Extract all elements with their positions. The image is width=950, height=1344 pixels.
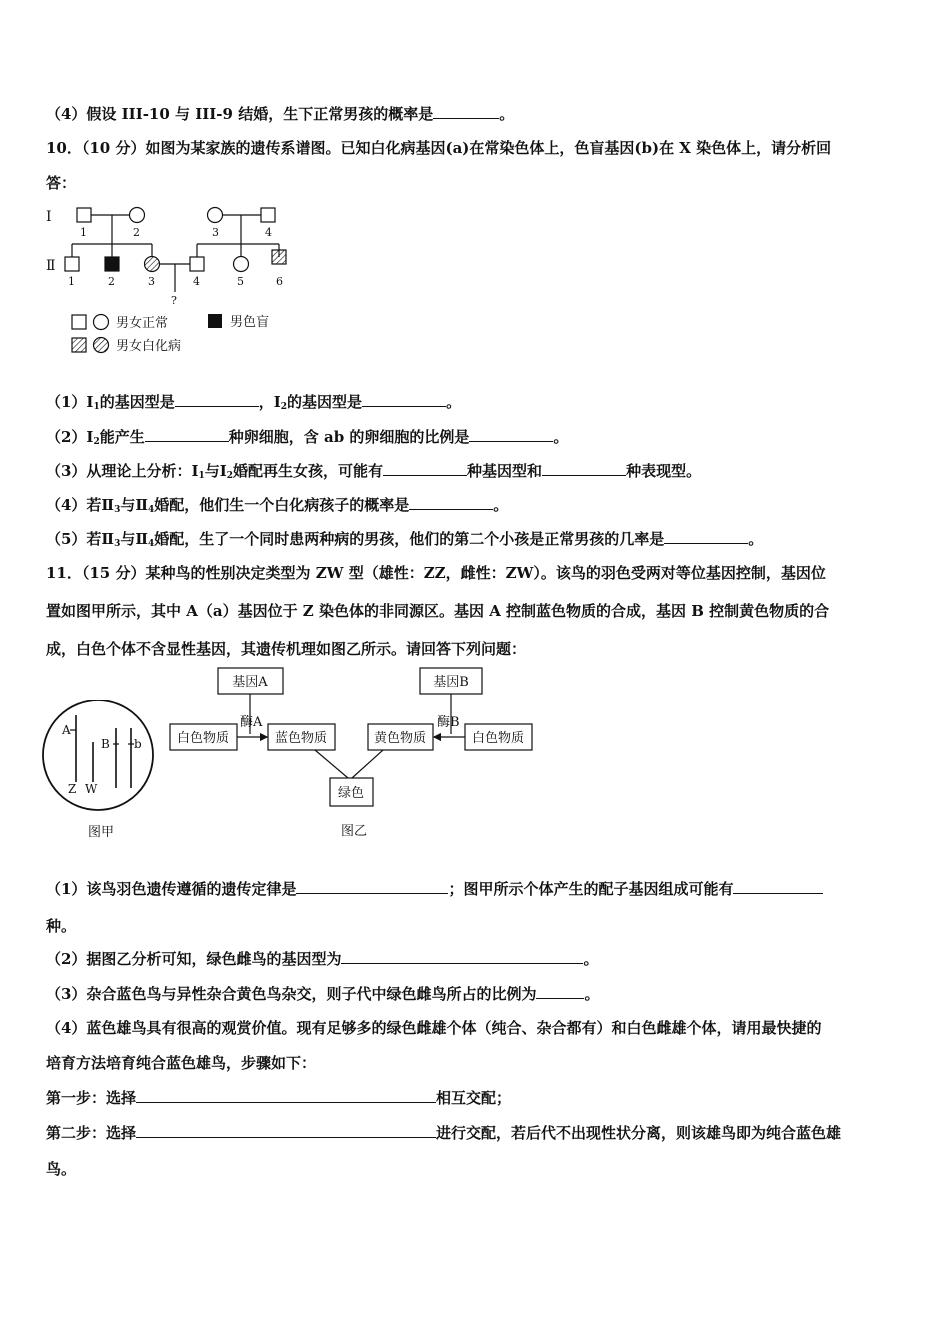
g2-num-1: 1: [68, 275, 75, 288]
unknown-child: ?: [171, 294, 177, 307]
male-normal-II1: [65, 257, 79, 271]
figure-jia-chromosomes: [40, 700, 170, 845]
male-colorblind-II2: [105, 257, 119, 271]
g2-num-3: 3: [148, 275, 155, 288]
legend-normal: 男女正常: [116, 316, 169, 331]
enzyme-B: 酶B: [437, 715, 460, 730]
female-normal-I3: [208, 208, 223, 223]
male-normal-I1: [77, 208, 91, 222]
q11-step2-cont: 鸟。: [46, 1160, 77, 1178]
q11-part1: （1）该鸟羽色遗传遵循的遗传定律是 ；图甲所示个体产生的配子基因组成可能有: [46, 878, 823, 899]
answer-blank[interactable]: [136, 1123, 436, 1138]
q11-step1: 第一步：选择 相互交配；: [46, 1089, 512, 1107]
chromosome-Z: Z: [68, 782, 77, 796]
q11-part4-line1: （4）蓝色雄鸟具有很高的观赏价值。现有足够多的绿色雌雄个体（纯合、杂合都有）和白色雌雄个体，请用最快捷的: [46, 1019, 822, 1037]
female-albino-II3: [145, 257, 160, 272]
q10-part1: $(1)Ⅰ_1$的基因型是 ，$Ⅰ_2$的基因型是 。: [46, 393, 462, 412]
fig-jia-caption: 图甲: [88, 825, 115, 840]
answer-blank[interactable]: [296, 879, 448, 894]
q10-part2: $(2)Ⅰ_2$能产生 种卵细胞，含 ab 的卵细胞的比例是 。: [46, 428, 569, 447]
q11-part3: （3）杂合蓝色鸟与异性杂合黄色鸟杂交，则子代中绿色雌鸟所占的比例为 。: [46, 985, 600, 1003]
legend-male-albino-icon: [72, 338, 86, 352]
white-substance-2: 白色物质: [471, 731, 525, 746]
legend-albino: 男女白化病: [116, 339, 182, 354]
gen-label-2: Ⅱ: [46, 258, 56, 274]
fig-yi-caption: 图乙: [341, 824, 368, 839]
q11-header-line2: 置如图甲所示，其中 A（a）基因位于 Z 染色体的非同源区。基因 A 控制蓝色物质的合成，基因 B 控制黄色物质的合: [46, 602, 830, 620]
gene-B-box: 基因B: [433, 675, 469, 690]
allele-b: b: [134, 737, 142, 751]
allele-B: B: [101, 737, 110, 751]
answer-blank[interactable]: [536, 984, 584, 999]
male-normal-II4: [190, 257, 204, 271]
answer-blank[interactable]: [145, 427, 229, 442]
pedigree-chart: [40, 200, 320, 360]
g1-num-1: 1: [80, 226, 87, 239]
answer-blank[interactable]: [733, 879, 823, 894]
q10-part4: （4）若$Ⅱ_3$与$Ⅱ_4$婚配，他们生一个白化病孩子的概率是 。: [46, 496, 509, 515]
g2-num-4: 4: [193, 275, 200, 288]
q11-part4-line2: 培育方法培育纯合蓝色雄鸟，步骤如下：: [46, 1054, 317, 1072]
yellow-substance: 黄色物质: [373, 731, 427, 746]
answer-blank[interactable]: [433, 104, 499, 119]
allele-A: A: [62, 723, 71, 737]
answer-blank[interactable]: [175, 392, 259, 407]
g2-num-6: 6: [276, 275, 283, 288]
answer-blank[interactable]: [542, 461, 626, 476]
answer-blank[interactable]: [383, 461, 467, 476]
answer-blank[interactable]: [409, 495, 493, 510]
female-normal-II5: [234, 257, 249, 272]
q11-part1-cont: 种。: [46, 917, 77, 935]
female-normal-I2: [130, 208, 145, 223]
male-normal-I4: [261, 208, 275, 222]
q10-part5: （5）若$Ⅱ_3$与$Ⅱ_4$婚配，生了一个同时患两种病的男孩，他们的第二个小孩是正常男孩的几率是 。: [46, 530, 764, 549]
q11-step2: 第二步：选择 进行交配，若后代不出现性状分离，则该雄鸟即为纯合蓝色雄: [46, 1124, 842, 1142]
chromosome-W: W: [85, 782, 98, 796]
g1-num-3: 3: [212, 226, 219, 239]
white-substance-1: 白色物质: [176, 731, 230, 746]
g2-num-5: 5: [237, 275, 244, 288]
gen-label-1: Ⅰ: [46, 209, 52, 225]
legend-colorblind: 男色盲: [230, 315, 270, 330]
answer-blank[interactable]: [362, 392, 446, 407]
legend-colorblind-icon: [208, 314, 222, 328]
figure-yi-pathway: [165, 660, 545, 845]
answer-blank[interactable]: [136, 1088, 436, 1103]
legend-male-normal-icon: [72, 315, 86, 329]
male-albino-II6: [272, 250, 286, 264]
q10-part3: （3）从理论上分析：$Ⅰ_1$与$Ⅰ_2$婚配再生女孩，可能有 种基因型和 种表现型。: [46, 462, 702, 481]
g1-num-4: 4: [265, 226, 272, 239]
q11-header-line3: 成，白色个体不含显性基因，其遗传机理如图乙所示。请回答下列问题：: [46, 640, 527, 658]
q11-part2: （2）据图乙分析可知，绿色雌鸟的基因型为 。: [46, 950, 599, 968]
q10-header-line1: 10．（10 分）如图为某家族的遗传系谱图。已知白化病基因(a)在常染色体上，色盲基因(b)在 X 染色体上，请分析回: [46, 139, 832, 157]
answer-blank[interactable]: [469, 427, 553, 442]
blue-substance: 蓝色物质: [274, 731, 328, 746]
g2-num-2: 2: [108, 275, 115, 288]
q9-part4: （4）假设 III-10 与 III-9 结婚，生下正常男孩的概率是 。: [46, 105, 515, 123]
answer-blank[interactable]: [664, 529, 748, 544]
green-box: 绿色: [337, 786, 365, 801]
q11-header-line1: 11．（15 分）某种鸟的性别决定类型为 ZW 型（雄性：ZZ，雌性：ZW）。该鸟的羽色受两对等位基因控制，基因位: [46, 564, 826, 582]
g1-num-2: 2: [133, 226, 140, 239]
legend-female-normal-icon: [94, 315, 109, 330]
enzyme-A: 酶A: [240, 715, 263, 730]
answer-blank[interactable]: [341, 949, 583, 964]
gene-A-box: 基因A: [232, 675, 268, 690]
q10-header-line2: 答：: [46, 174, 77, 192]
legend-female-albino-icon: [94, 338, 109, 353]
